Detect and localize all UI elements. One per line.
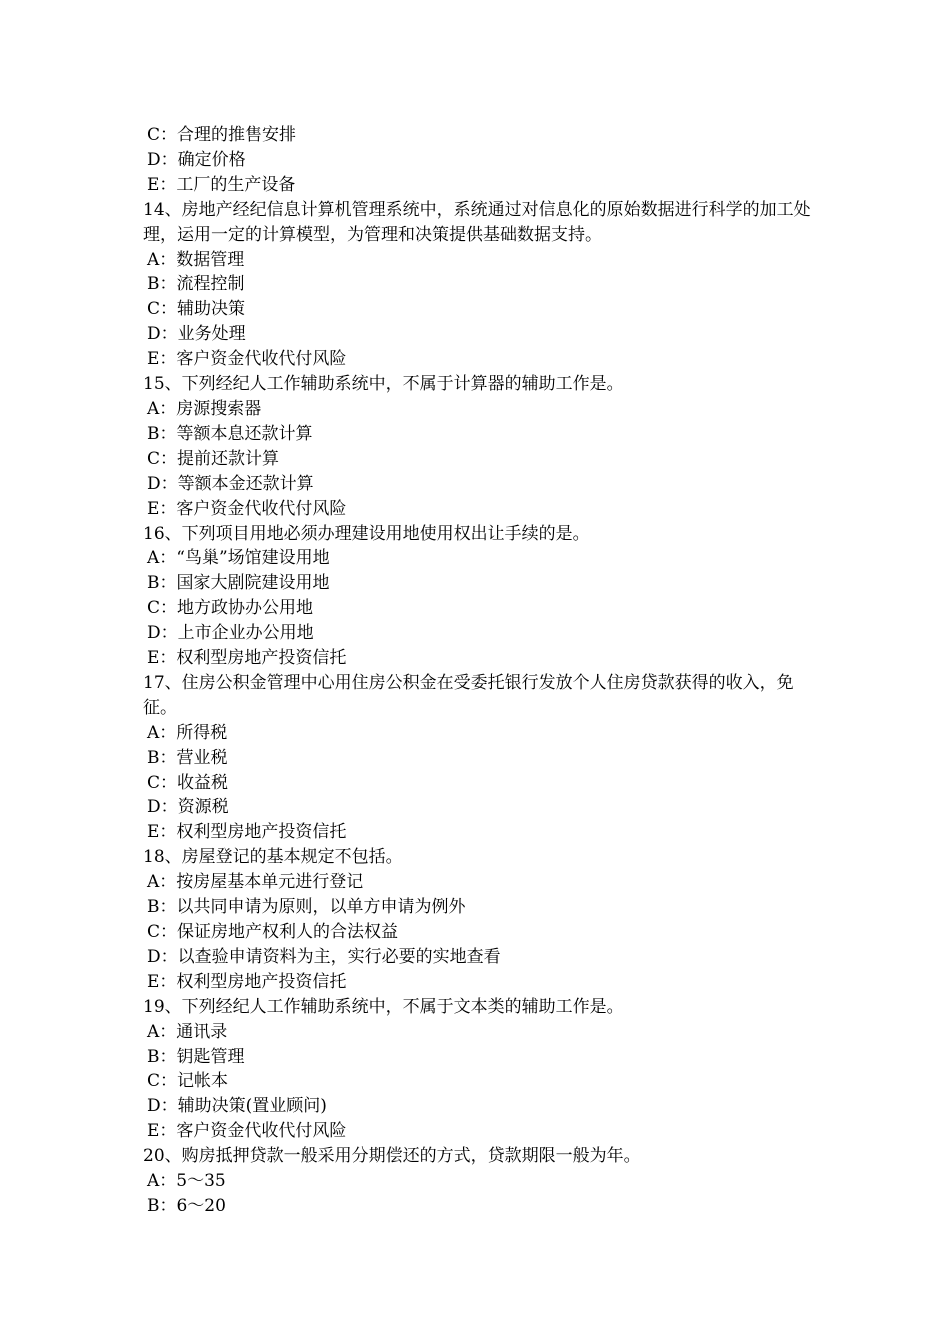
option-e: E：权利型房地产投资信托 xyxy=(147,822,347,843)
question-20 xyxy=(143,1144,811,1219)
option-d: D：等额本金还款计算 xyxy=(147,473,314,494)
option-c: C：记帐本 xyxy=(147,1071,229,1092)
option-b: B：国家大剧院建设用地 xyxy=(147,573,330,594)
question-14 xyxy=(143,198,811,372)
lead-options xyxy=(143,123,811,198)
option-a: A：通讯录 xyxy=(147,1021,228,1042)
option-c: C：合理的推售安排 xyxy=(147,125,297,145)
option-b: B：钥匙管理 xyxy=(147,1046,245,1067)
option-b: B：6～20 xyxy=(147,1195,226,1216)
question-16 xyxy=(143,522,811,671)
option-a: A：按房屋基本单元进行登记 xyxy=(147,872,364,893)
option-d: D：业务处理 xyxy=(147,324,246,345)
option-c: C：收益税 xyxy=(147,772,229,793)
option-e: E：客户资金代收代付风险 xyxy=(147,1121,347,1142)
option-d: D：确定价格 xyxy=(147,149,246,170)
option-e: E：客户资金代收代付风险 xyxy=(147,498,347,519)
option-c: C：地方政协办公用地 xyxy=(147,598,314,619)
option-c: C：提前还款计算 xyxy=(147,448,280,469)
option-e: E：权利型房地产投资信托 xyxy=(147,971,347,992)
option-a: A：数据管理 xyxy=(147,249,245,270)
document-page xyxy=(143,123,811,1219)
option-d: D：上市企业办公用地 xyxy=(147,623,314,644)
option-e: E：工厂的生产设备 xyxy=(147,174,296,195)
option-c: C：保证房地产权利人的合法权益 xyxy=(147,922,399,942)
option-c: C：辅助决策 xyxy=(147,299,246,320)
option-a: A：所得税 xyxy=(147,722,228,743)
option-b: B：营业税 xyxy=(147,747,228,768)
option-e: E：权利型房地产投资信托 xyxy=(147,648,347,669)
question-19 xyxy=(143,995,811,1144)
option-d: D：以查验申请资料为主，实行必要的实地查看 xyxy=(147,946,501,967)
option-a: A：5～35 xyxy=(147,1171,226,1192)
option-a: A：房源搜索器 xyxy=(147,398,262,419)
question-stem: 16、下列项目用地必须办理建设用地使用权出让手续的是。 xyxy=(143,523,590,544)
option-b: B：以共同申请为原则，以单方申请为例外 xyxy=(147,897,466,918)
question-stem: 19、下列经纪人工作辅助系统中，不属于文本类的辅助工作是。 xyxy=(143,996,624,1017)
question-stem: 15、下列经纪人工作辅助系统中，不属于计算器的辅助工作是。 xyxy=(143,374,624,395)
question-stem: 20、购房抵押贷款一般采用分期偿还的方式，贷款期限一般为年。 xyxy=(143,1146,641,1167)
question-18 xyxy=(143,845,811,994)
option-e: E：客户资金代收代付风险 xyxy=(147,349,347,370)
question-stem: 18、房屋登记的基本规定不包括。 xyxy=(143,847,403,868)
question-stem: 14、房地产经纪信息计算机管理系统中，系统通过对信息化的原始数据进行科学的加工处理，运用一定的计算模型，为管理和决策提供基础数据支持。 xyxy=(143,199,811,245)
question-15 xyxy=(143,372,811,521)
option-d: D：资源税 xyxy=(147,797,229,818)
question-17 xyxy=(143,671,811,845)
option-b: B：流程控制 xyxy=(147,274,245,295)
option-b: B：等额本息还款计算 xyxy=(147,423,313,444)
option-d: D：辅助决策(置业顾问) xyxy=(147,1096,327,1117)
option-a: A：“鸟巢”场馆建设用地 xyxy=(147,548,330,569)
question-stem: 17、住房公积金管理中心用住房公积金在受委托银行发放个人住房贷款获得的收入，免征。 xyxy=(143,672,794,718)
